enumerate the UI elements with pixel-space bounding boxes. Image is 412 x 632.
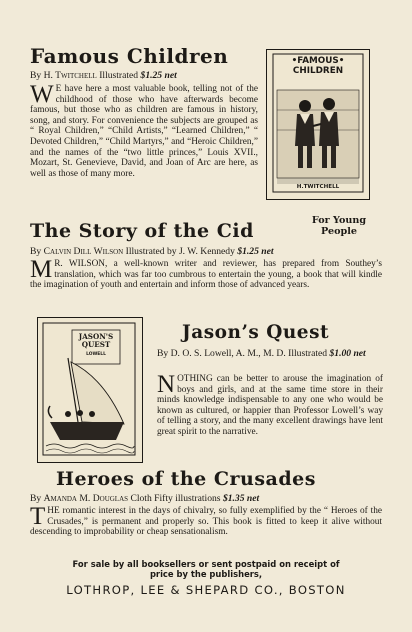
author: Amanda M. Douglas xyxy=(43,493,129,504)
description-jasons-quest xyxy=(157,371,383,438)
section-title-heroes-of-the-crusades: Heroes of the Crusades xyxy=(56,468,316,490)
section-title-story-of-the-cid: The Story of the Cid xyxy=(30,220,254,242)
book-cover-famous-children xyxy=(266,49,370,200)
author: Calvin Dill Wilson xyxy=(43,246,124,257)
dropcap: W xyxy=(30,81,54,108)
price: $1.35 net xyxy=(222,493,260,504)
audience-tag: For Young People xyxy=(311,215,367,237)
cover-title: •FAMOUS• CHILDREN xyxy=(291,56,345,76)
sale-notice: For sale by all booksellers or sent postpaid on receipt of price by the publishers, xyxy=(72,559,340,579)
byline-jasons-quest: By D. O. S. Lowell, A. M., M. D. Illustrated $1.00 net xyxy=(157,348,366,359)
cover-author: LOWELL xyxy=(86,352,106,357)
byline-label: Illustrated by J. W. Kennedy xyxy=(125,246,235,257)
description-heroes-of-the-crusades xyxy=(30,503,382,538)
publisher-name: LOTHROP, LEE & SHEPARD CO., BOSTON xyxy=(66,583,346,597)
children-illustration-icon xyxy=(267,50,369,199)
ship-illustration-icon xyxy=(38,318,142,462)
byline-label: Cloth Fifty illustrations xyxy=(130,493,221,504)
section-title-famous-children: Famous Children xyxy=(30,44,229,68)
byline-label: Illustrated xyxy=(288,348,328,359)
byline-story-of-the-cid: By Calvin Dill Wilson Illustrated by J. W. Kennedy $1.25 net xyxy=(30,246,274,257)
byline-famous-children: By H. Twitchell Illustrated $1.25 net xyxy=(30,70,177,81)
body-text: R. WILSON, a well-known writer and reviewer, has prepared from Southey’s translation, which was far too cumbrous to entertain the young, a book that will kindle the imagination of youth and entertain and inform those of advanced years. xyxy=(30,259,382,291)
book-cover-jasons-quest xyxy=(37,317,143,463)
description-story-of-the-cid xyxy=(30,256,382,291)
dropcap: N xyxy=(157,371,176,398)
body-text: HE romantic interest in the days of chivalry, so fully exemplified by the “ Heroes of the Crusades,” is permanent and properly so. This book is fitted to keep it alive without descending to improbability or cheap sensationalism. xyxy=(30,506,382,538)
dropcap: M xyxy=(30,256,53,283)
byline-heroes-of-the-crusades: By Amanda M. Douglas Cloth Fifty illustrations $1.35 net xyxy=(30,493,260,504)
price: $1.25 net xyxy=(237,246,274,257)
cover-author: H.TWITCHELL xyxy=(296,184,340,190)
author: D. O. S. Lowell, A. M., M. D. xyxy=(170,348,286,359)
author: H. Twitchell xyxy=(43,70,97,81)
description-famous-children xyxy=(30,81,258,179)
price: $1.25 net xyxy=(140,70,177,81)
price: $1.00 net xyxy=(329,348,366,359)
byline-label: Illustrated xyxy=(99,70,139,81)
body-text: E have here a most valuable book, telling not of the childhood of those who have afterwards become famous, but those who as children are famous in history, song, and story. For convenience the subjects are grouped as “ Royal Children,” “Child Artists,” “Learned Children,” “ Devoted Children,” “Child Martyrs,” and “Heroic Children,” and the names of the “two little princes,” Louis XVII., Mozart, St. Genevieve, David, and Joan of Arc are here, as well as those of many more. xyxy=(30,84,258,179)
section-title-jasons-quest: Jason’s Quest xyxy=(182,322,330,343)
cover-title: JASON'S QUEST xyxy=(78,332,114,350)
dropcap: T xyxy=(30,503,46,530)
body-text: OTHING can be better to arouse the imagination of boys and girls, and at the same time store in their minds knowledge indispensable to any one who would be known as cultured, or happier than Professor Lowell’s way of telling a story, and the many excellent drawings have lent great spirit to the narrative. xyxy=(157,374,383,437)
